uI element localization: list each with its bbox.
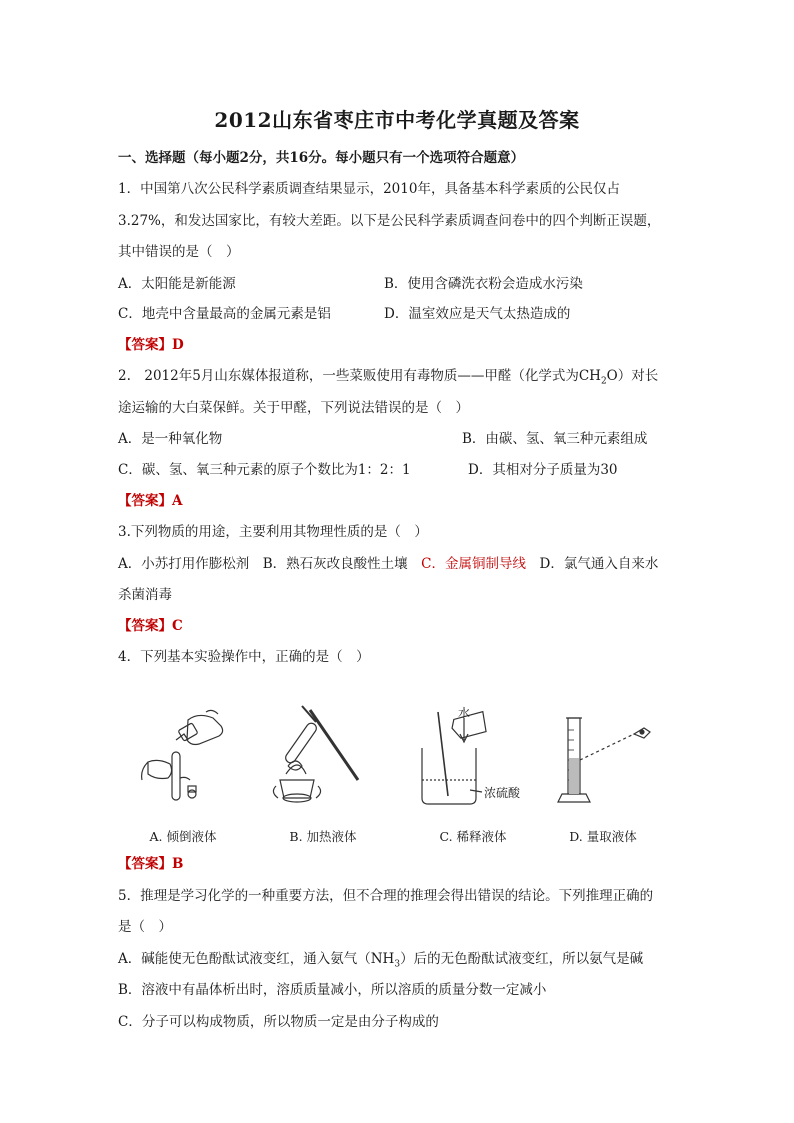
q2-answer: 【答案】A: [118, 493, 183, 509]
q1-stem-line1: 1．中国第八次公民科学素质调查结果显示，2010年，具备基本科学素质的公民仅占: [118, 181, 620, 197]
q4-answer: 【答案】B: [118, 856, 184, 872]
q1-option-a: A．太阳能是新能源: [118, 276, 236, 292]
q5-stem-line1: 5．推理是学习化学的一种重要方法，但不合理的推理会得出错误的结论。下列推理正确的: [118, 888, 654, 904]
label-water: 水: [458, 706, 471, 720]
q2-option-b: B．由碳、氢、氧三种元素组成: [462, 431, 648, 447]
q1-option-c: C．地壳中含量最高的金属元素是铝: [118, 306, 331, 322]
q1-option-b: B．使用含磷洗衣粉会造成水污染: [384, 276, 583, 292]
q5-stem-line2: 是（ ）: [118, 919, 172, 935]
q2-option-a: A．是一种氧化物: [118, 431, 223, 447]
q1-answer: 【答案】D: [118, 337, 184, 353]
figure-pouring-liquid: [118, 700, 248, 845]
figure-measuring-liquid: [538, 700, 668, 845]
figure-heating-liquid: [258, 700, 388, 845]
q5-option-b: B．溶液中有晶体析出时，溶质质量减小，所以溶质的质量分数一定减小: [118, 982, 547, 998]
pouring-illustration: [118, 700, 248, 825]
q1-option-d: D．温室效应是天气太热造成的: [384, 306, 571, 322]
q2-option-d: D．其相对分子质量为30: [468, 462, 618, 478]
page-title: 2012山东省枣庄市中考化学真题及答案: [214, 108, 580, 132]
q2-option-c: C．碳、氢、氧三种元素的原子个数比为1：2：1: [118, 462, 411, 478]
figure-diluting-liquid: [408, 700, 538, 845]
q1-stem-line2: 3.27%，和发达国家比，有较大差距。以下是公民科学素质调查问卷中的四个判断正误题，: [118, 213, 661, 229]
figure-a-caption: A. 倾倒液体: [149, 829, 217, 844]
measuring-illustration: [538, 700, 668, 825]
q3-correct-option: C．金属铜制导线: [421, 556, 527, 572]
q4-stem: 4．下列基本实验操作中，正确的是（ ）: [118, 649, 370, 665]
diluting-illustration: [408, 700, 538, 825]
figure-c-caption: C. 稀释液体: [439, 829, 507, 844]
section-heading: 一、选择题（每小题2分，共16分。每小题只有一个选项符合题意）: [118, 150, 525, 166]
q5-option-a: A．碱能使无色酚酞试液变红，通入氨气$(NH_3)$后的无色酚酞试液变红，所以氨气是碱: [118, 951, 644, 970]
label-concentrated-acid: 浓硫酸: [484, 786, 521, 800]
q3-options-cont: 杀菌消毒: [118, 587, 172, 603]
q2-stem-line2: 途运输的大白菜保鲜。关于甲醛，下列说法错误的是（ ）: [118, 400, 469, 416]
q3-stem: 3.下列物质的用途，主要利用其物理性质的是（ ）: [118, 524, 428, 540]
q3-options: A．小苏打用作膨松剂 B．熟石灰改良酸性土壤 C．金属铜制导线 D．氯气通入自来水: [118, 556, 659, 572]
q4-figures: [118, 700, 678, 845]
q5-option-c: C．分子可以构成物质，所以物质一定是由分子构成的: [118, 1014, 439, 1030]
q2-stem-line1: 2. 2012年5月山东媒体报道称，一些菜贩使用有毒物质——甲醛（化学式为$CH_2O$）对长: [118, 368, 659, 387]
figure-b-caption: B. 加热液体: [289, 829, 357, 844]
figure-d-caption: D. 量取液体: [569, 829, 637, 844]
q1-stem-line3: 其中错误的是（ ）: [118, 244, 240, 260]
heating-illustration: [258, 700, 388, 825]
q3-answer: 【答案】C: [118, 618, 183, 634]
